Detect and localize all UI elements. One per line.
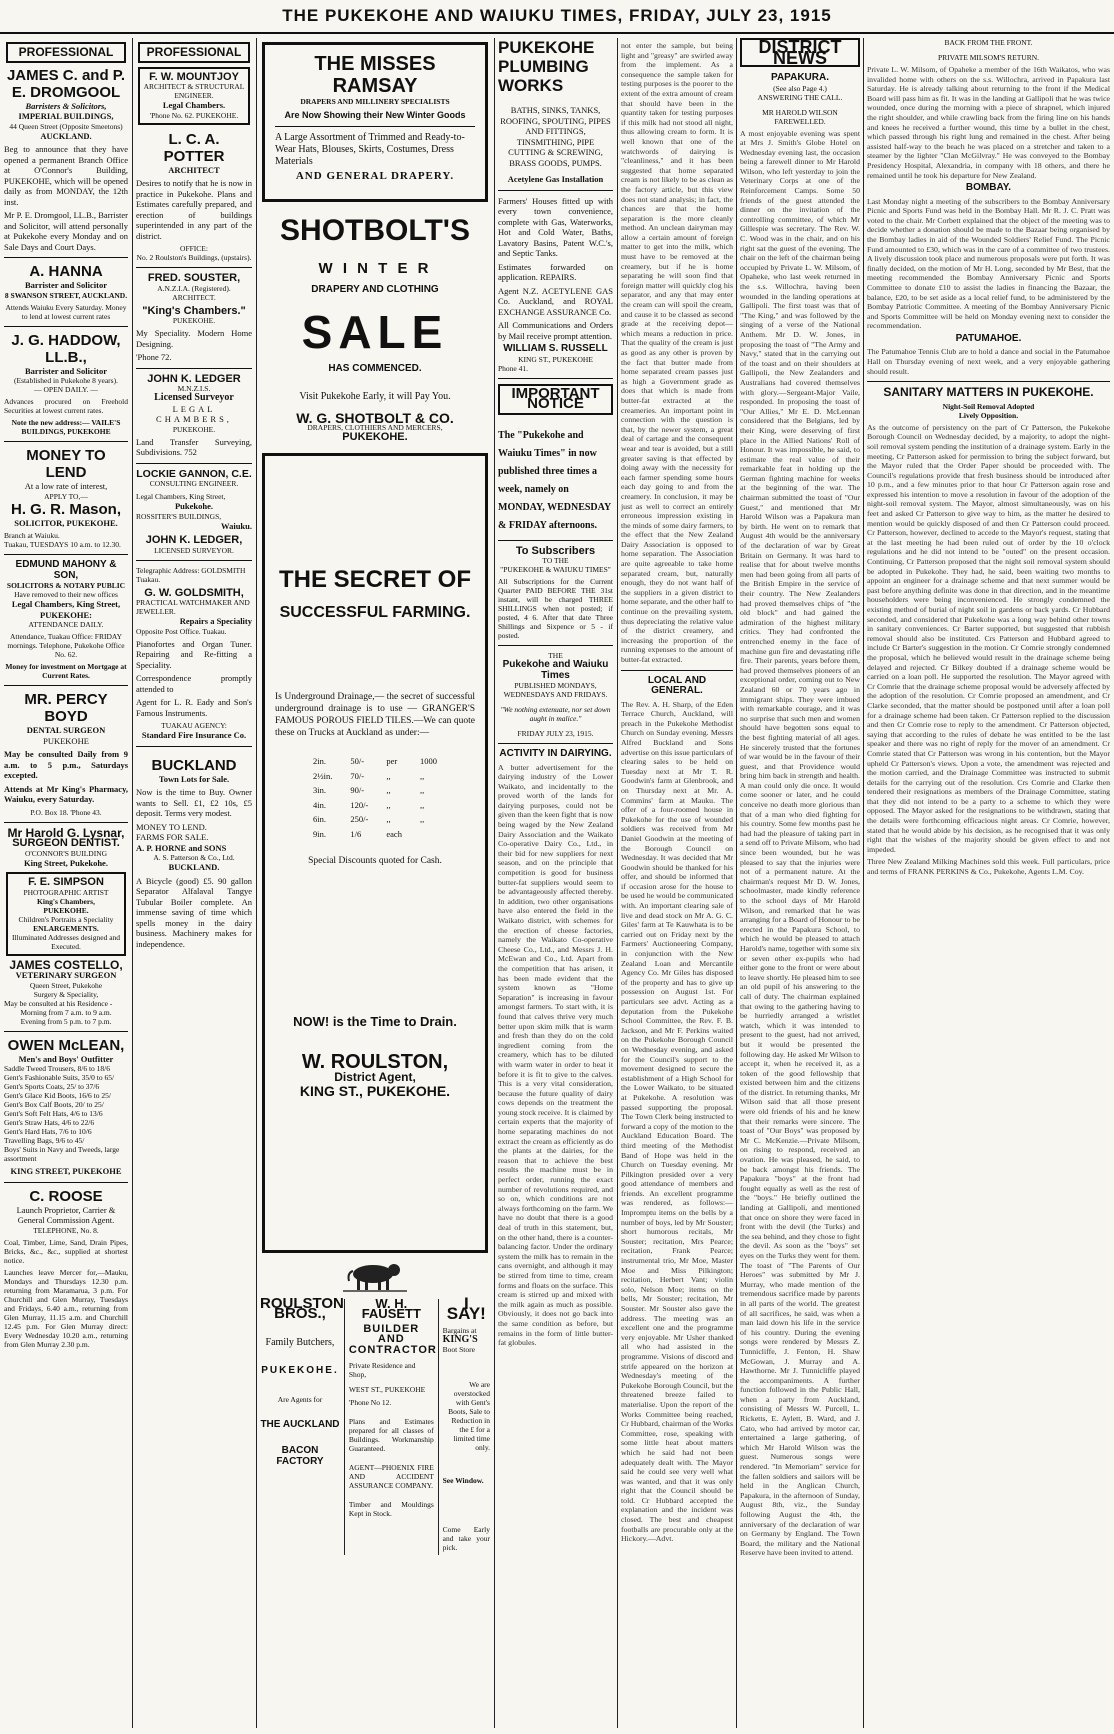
ad-text: Town Lots for Sale. <box>158 773 230 784</box>
ad-title: L. C. A. POTTER <box>163 130 225 165</box>
article-title: DISTRICT NEWS <box>740 38 860 67</box>
ad-text: Tuakau, TUESDAYS 10 a.m. to 12.30. <box>4 540 121 549</box>
article-title: BOMBAY. <box>965 182 1012 194</box>
ad-text: May be consulted Daily from 9 a.m. to 5 p.m., Saturdays excepted. <box>4 749 128 780</box>
ad-text: VETERINARY SURGEON <box>15 970 117 980</box>
ad-text: A.N.Z.I.A. (Registered). <box>157 283 231 293</box>
article-body: The Patumahoe Tennis Club are to hold a dance and social in the Patumahoe Hall on Thursday evening of next week, and a very enjoyable gathering should result. <box>867 347 1110 376</box>
ad-text: King Street, Pukekohe. <box>24 857 108 868</box>
heading-box <box>138 42 250 63</box>
ad-text: PHOTOGRAPHIC ARTIST <box>23 887 109 897</box>
ad-text: 44 Queen Street (Opposite Smeetons) <box>9 121 123 131</box>
ad-text: Estimates forwarded on application. REPAIRS. <box>498 261 613 282</box>
ad-text: Queen Street, Pukekohe <box>29 980 103 990</box>
ad-text: WILLIAM S. RUSSELL <box>503 343 608 354</box>
ad-text: AND GENERAL DRAPERY. <box>295 169 455 182</box>
ad-text: "We nothing extenuate, nor set down aught in malice." <box>500 705 611 723</box>
article-body: The Rev. A. H. Sharp, of the Eden Terrace Church, Auckland, will preach in the Pukekohe Methodist Church on Sunday evening. Messrs Alfred Buckland and Sons advertise on this issue particulars of clearing sales to be held on Tuesday next at Mr T. R. Goodwin's farm at Glenbrook, and on Thursday next at Mr. A. Commins' farm at Mauku. The offer of a four-roomed house in Pukekohe for the use of wounded soldiers was received from Mr Daniel Goodwin at the meeting of the Borough Council on Wednesday. It was decided that Mr Goodwin should be thanked for his offer, and should be informed that if occasion arose for the house to be used he would be communicated with. An important clearing sale of live and dead stock on Mr A. G. C. Giles' farm at Te Kauwhata is to be carried out on Friday next by the Farmers' Auctioneering Company, in conjunction with the New Zealand Loan and Mercantile Agency Co. Mr Giles has disposed of the property and has to give up possession on August 1st. For particulars see advt. Acting as a deputation from the Pukekohe School Committee, the Rev. F. B. Jackson, and Mr F. Perkins waited on the Pukekohe Borough Council on Wednesday evening, and asked for the Council's support to the movement designed to secure the establishment of a High School for the Lower Waikato, to be situated at Pukekohe. A resolution was passed supporting the proposal. The Town Clerk being instructed to forward a copy of the motion to the Auckland Education Board. The third meeting of the Methodist Band of Hope was held in the Church on Tuesday evening. Mr Pilkington presided over a very good attendance of members and friends. An excellent programme was rendered, as follows:— Impromptu items on the bells by a number of boys, led by Mr Souster; short humorous recitals, Mr Souster; recitation, Mrs Pearce; recitation, Frank Pearce; instrumental trio, Mr Moe, Master Moe and Miss Pilkington; recitation, Herbert Vant; violin solo, Nelson Moe; items on the bells, Mr Souster; recitation, Mr Souster. Mr Souster also gave the address. The meeting was an excellent one and the programme very enjoyable. Mr Usher thanked all who had assisted in the programme. Visions of discord and strife appeared on the horizon at Wednesday's meeting of the Pukekohe Borough Council, but the threatened breeze failed to materialise. Upon the report of the Works Committee being reached, Cr Hubbard, chairman of the Works Committee, rose, speaking with some little heat about matters which he said had not been adequately dealt with. The Mayor said he could see very well what was wanted, and that it was only right that the Council should be told. Cr Hubbard accepted the explanation and the incident was closed. The best and cheapest footballs are procurable only at the Hickory.—Advt. <box>621 699 733 1544</box>
list-item: Gent's Sports Coats, 25/ to 37/6 <box>4 1082 100 1091</box>
ad-text: AGENT—PHOENIX FIRE AND ACCIDENT ASSURANCE COMPANY. <box>348 1463 434 1490</box>
ad-text: FARMS FOR SALE. <box>136 832 209 842</box>
builder-ad <box>348 1295 437 1556</box>
article-body: As the outcome of persistency on the part of Cr Patterson, the Pukekohe Borough Council on Wednesday decided, by a majority, to adopt the night-soil removal system pending the institution of a drainage system. Early in the meeting, Cr Patterson asked for permission to bring the subject forward, but the Mayor ruled that the Order Paper should be proceeded with. The Council's regulations provide that fresh business should be introduced after 10 p.m., and a few minutes prior to that hour Cr Patterson again rose and expressed his intention to move a resolution in favour of the adoption of the night-soil removal system. The Mayor, almost simultaneously, was on his feet and asked Cr Patterson to give way to him, as the matter he desired to mention would be quickly disposed of and then Cr Patterson could proceed. Cr Patterson, however, declined to accede to the Mayor's request, stating that at the last meeting he had been ruled out of order by the 10 o'clock regulations and he did not intend to be "outed" on the present occasion. Continuing, Cr Patterson proposed that the night soil removal system should be adopted in Pukekohe. They had, he said, been waiting two months to appoint an engineer for a drainage scheme and that next summer would be past before anything definite was done in that direction, and in the meantime householders were being inconvenienced. He strongly condemned the existing method of burial of night soil in gardens or back yards. Cr Hubbard seconded, and considered that Pukekohe was a long way behind other towns in sanitary conveniences. Cr Barter supported, but suggested that rubbish removal should also be instituted. Crs Patterson and Hubbard agreed to include Cr Barter's suggestion in the motion. Cr Comrie strongly condemned the proposal, which he believed would result in the drainage scheme being delayed and rejected. Cr Bilkey doubted if a drainage scheme would be carried on a loan poll. He supported the resolution. The Mayor agreed with Cr Comrie that the drainage scheme proposal would be adversely affected by the adoption of the resolution. Cr Comrie proposed an amendment, and Cr Clarke seconded, that the matter should be postponed until after a loan poll for a drainage scheme had been taken. Cr Patterson replied to the discussion and then Cr Comrie rose to reply to the amendment. Cr Patterson objected, saying that according to the rules of debate he was entitled to be the last speaker and there was no right of reply for the mover of an amendment. Cr Comrie stated that Cr Patterson was wrong in his contention, but the Mayor upheld Cr Patterson's views. Upon a vote, the amendment was rejected and the motion carried, and the Drainage Committee was instructed to submit details for the carrying out of the resolution. Crs Comrie and Clarke then tendered their resignations as members of the Drainage Committee, stating that they did not intend to be a party to a scheme to which they were opposed. The Mayor asked for the resignations to be withdrawn, stating that the details were forthcoming efficacious night areas. Cr Comrie, however, stated that he would abide by his decision, as he recognised that it was only right that the wishes of the majority should be given effect to and not impeded. <box>867 422 1110 854</box>
ad-text: Are Now Showing their New Winter Goods <box>284 110 466 120</box>
ad-text: PUKEKOHE: <box>40 609 92 620</box>
ad-title: W. G. SHOTBOLT & CO. <box>296 409 454 426</box>
ad-text: PUKEKOHE <box>43 735 89 746</box>
ad-title: FRED. SOUSTER, <box>147 272 241 284</box>
ad-text: ANSWERING THE CALL. <box>757 92 843 102</box>
ad-text: Coal, Timber, Lime, Sand, Drain Pipes, Bricks, &c., &c., supplied at shortest notice. <box>4 1237 128 1265</box>
article-title: ACTIVITY IN DAIRYING. <box>499 748 612 759</box>
ad-text: Legal Chambers, King Street, <box>11 599 121 609</box>
ad-text: My Speciality. Modern Home Designing. <box>136 328 252 349</box>
ad-title: EDMUND MAHONY & SON, <box>15 559 117 581</box>
ad-text: Attends at Mr King's Pharmacy, Waiuku, every Saturday. <box>4 783 128 804</box>
ad-text: Launches leave Mercer for,—Mauku, Mondays and Thursdays 12.30 p.m. returning from Maramarua, 3 p.m. For Churchill and Glen Murray, Tuesdays and Fridays, 6.40 a.m., returning from Glen Murray, 11.15 a.m. and Churchill 12.45 p.m. For Glen Murray direct: Every Wednesday 10.20 a.m., returning from Glen Murray 2.30 p.m. <box>4 1267 128 1349</box>
column-rule <box>736 38 737 1728</box>
ad-title: F. W. MOUNTJOY <box>149 70 239 83</box>
ad-text: DRAPERS AND MILLINERY SPECIALISTS <box>300 97 450 106</box>
ad-box <box>6 872 126 956</box>
article-title: PAPAKURA. <box>771 72 829 83</box>
ad-text: King's Chambers, <box>37 896 95 906</box>
article-body: Last Monday night a meeting of the subscribers to the Bombay Anniversary Picnic and Sports Fund was held in the Bombay Hall. Mr R. J. C. Pratt was voted to the chair. Mr Corbett explained that the object of the meeting was to decide whether a donation should be made to the Bazaar being organised by the Bombay ladies in aid of the Wounded Soldiers' Relief Fund. The Picnic Fund amounted to £30, which was in the care of a committee of two trustees. A lively discussion took place and numerous proposals were put forth. It was finally decided, on the motion of Mr H. Long, seconded by Mr Best, that the meeting recommended the Bombay Anniversary Picnic and Sports Committee to donate £10 to assist the ladies in financing the Bazaar, the balance, £20, to be set aside as a local relief fund, to be administered by the Bombay Patriotic Committee. A meeting of the Bombay Anniversary Picnic and Sports Committee will be held on Monday evening next to consider the recommendation. <box>867 196 1110 331</box>
ad-text: LEGAL CHAMBERS, <box>156 403 232 424</box>
butchers-ad <box>260 1294 344 1556</box>
ad-text: Pukekohe. <box>174 501 214 511</box>
ad-text: ATTENDANCE DAILY. <box>28 620 104 629</box>
ad-text: 'Phone No 12. <box>348 1398 392 1407</box>
ad-text: ARCHITECT & STRUCTURAL ENGINEER. <box>143 82 245 100</box>
ad-text: Come Early and take your pick. <box>442 1525 490 1552</box>
ad-text: DRAPERS, CLOTHIERS AND MERCERS, <box>307 423 443 432</box>
ad-title: SUCCESSFUL FARMING. <box>279 603 471 621</box>
ad-text: At a low rate of interest, <box>24 481 108 491</box>
ad-text: SURGEON DENTIST. <box>12 837 120 849</box>
ad-text: Agent N.Z. ACETYLENE GAS Co. Auckland, and ROYAL EXCHANGE ASSURANCE Co. <box>498 285 613 317</box>
list-item: Gent's Hard Hats, 7/6 to 10/6 <box>4 1127 92 1136</box>
ad-text: IMPERIAL BUILDINGS, <box>18 111 114 121</box>
ad-text: Have removed to their new offices <box>14 590 118 599</box>
ad-text: THE AUCKLAND <box>260 1418 340 1430</box>
article-body: A butter advertisement for the dairying industry of the Lower Waikato, and incidentally to the proved worth of the lands for dairying purposes, could not be given than the keen fight that is now being waged by the New Zealand Dairy Association and the Waikato Co-operative Dairy Co., Ltd., in their bid for new suppliers for next season, and on the principle that competition is good for business butter-fat suppliers would seem to be advantageously affected thereby. In addition, two other organisations have also entered the field in the Waikato district, with schemes for the erection of cheese factories, namely the Waikato Co-operative Cheese Co., Ltd., and Messrs J. H. McEwan and Co., Ltd. Apart from the competition that has arisen, it has been made evident that the system known as "Home Separation" is increasing in favour amongst farmers. To start with, it is found that calves thrive very much better upon skim milk that is warm and fresh than they do on the cold ingredient coming from the creamery, which has to be diluted with warm water in order to heat it before it is fit to give to the calves. This is a very vital consideration, because the future quality of dairy cows depends on the treatment the young stock receive. It is claimed by certain experts that the majority of home separating machines do not extract the cream as efficiently as do the plants at the dairies, for the reason that to achieve the best results the machine must be in perfect order, running the exact number of revolutions required, and so on, which conditions are not always forthcoming on the farm. We have no doubt that there is a good deal of truth in this statement, but, on the other hand, there is a counter-balancing factor. Under the ordinary system the milk has to remain in the cans overnight, and although it may be stirred from time to time, cream forms and floats on the surface. This cream is stirred up and mixed with the milk again as much as possible. Obviously, it does not go back into the same condition as before, but remains in the form of little butter-fat globules. <box>498 762 613 1348</box>
column-rule <box>494 38 495 1728</box>
ad-text: NOW! is the Time to Drain. <box>293 1013 457 1029</box>
ad-text: Legal Chambers, King Street, <box>136 492 226 501</box>
ad-text: A Bicycle (good) £5. 90 gallon Separator Alfalaval Tangye Tubular Boiler complete. An immense saving of time which spells money in the dairy business. Machinery makes for independence. <box>136 875 252 949</box>
ad-text: A. P. HORNE and SONS <box>136 842 227 853</box>
ad-title: LOCKIE GANNON, C.E. <box>136 467 252 480</box>
ad-text: Phone 41. <box>498 363 528 373</box>
column-rule <box>132 38 133 1728</box>
ad-text: Mr P. E. Dromgool, LL.B., Barrister and Solicitor, will attend personally at Pukekohe every Monday and on Sale Days and Court Days. <box>4 210 128 252</box>
ad-text: 'Phone No. 62. PUKEKOHE. <box>149 110 239 120</box>
ad-text: Branch at Waiuku. <box>4 531 60 540</box>
ad-text: TO THE <box>542 556 569 565</box>
ad-text: Pianofortes and Organ Tuner. Repairing and Re-fitting a Speciality. <box>136 638 252 670</box>
ad-title: JAMES C. and P. E. DROMGOOL <box>6 66 126 101</box>
ad-text: Agent for L. R. Eady and Son's Famous Instruments. <box>136 697 252 718</box>
ad-text: AUCKLAND. <box>40 130 92 141</box>
ad-text: Lively Opposition. <box>958 410 1019 420</box>
ad-text: Opposite Post Office. Tuakau. <box>136 626 227 636</box>
column-display-ads <box>260 38 490 1728</box>
ad-title: J. G. HADDOW, LL.B., <box>11 331 121 366</box>
ad-text: (See also Page 4.) <box>773 83 827 93</box>
ad-text: Telegraphic Address: GOLDSMITH Tuakau. <box>136 565 246 584</box>
paper-title: Pukekohe and Waiuku Times <box>502 659 609 681</box>
ad-title: BUCKLAND <box>151 756 237 774</box>
ad-text: PRIVATE MILSOM'S RETURN. <box>937 53 1040 62</box>
column-rule <box>256 38 257 1728</box>
ad-text: District Agent, <box>334 1069 416 1084</box>
ad-text: Night-Soil Removal Adopted <box>942 401 1035 411</box>
ad-text: SOLICITOR, PUKEKOHE. <box>14 517 118 528</box>
ad-text: Repairs a Speciality <box>179 616 252 626</box>
ad-text: W I N T E R <box>318 260 432 277</box>
ad-text: PUKEKOHE. <box>172 316 216 325</box>
ad-text: BUILDER AND <box>363 1322 420 1345</box>
column-heading: PROFESSIONAL <box>18 45 114 59</box>
ad-text: PUKEKOHE. <box>172 424 216 434</box>
ad-box <box>138 67 250 125</box>
ad-text: Land Transfer Surveying, Subdivisions. 752 <box>136 436 252 457</box>
ad-title: To Subscribers <box>515 544 596 557</box>
ad-text: A Large Assortment of Trimmed and Ready-to-Wear Hats, Blouses, Skirts, Costumes, Dress Materials <box>275 131 465 167</box>
article-title: LOCAL AND GENERAL. <box>647 674 707 697</box>
ad-text: Family Butchers, <box>265 1336 335 1348</box>
ad-text: O'CONNOR'S BUILDING <box>24 848 108 858</box>
column-7 <box>867 38 1110 1728</box>
ad-text: Launch Proprietor, Carrier & General Commission Agent. <box>16 1204 116 1225</box>
ad-text: We are overstocked with Gent's Boots, Sale to Reduction in the £ for a limited time only. <box>448 1380 490 1452</box>
ad-title: SALE <box>301 305 449 358</box>
ad-text: Correspondence promptly attended to <box>136 673 252 694</box>
list-item: Travelling Bags, 9/6 to 45/ <box>4 1136 85 1145</box>
column-6 <box>740 38 860 1728</box>
ad-text: "King's Chambers." <box>142 304 246 317</box>
ad-text: Desires to notify that he is now in practice in Pukekohe. Plans and Estimates carefully prepared, and erection of buildings superintended in any part of the district. <box>136 178 252 241</box>
ad-title: Mr Harold G. Lysnar, <box>7 825 125 840</box>
ad-text: KING ST., PUKEKOHE. <box>299 1083 451 1099</box>
ad-text: Now is the time to Buy. Owner wants to Sell. £1, £2 10s, £5 deposit. Terms very modest. <box>136 787 252 818</box>
ad-text: ROSSITER'S BUILDINGS, <box>136 511 222 521</box>
ad-title: MR. PERCY BOYD <box>24 691 108 725</box>
article-body: Private L. W. Milsom, of Opaheke a member of the 16th Waikatos, who was invalided home with others on the s.s. Willochra, arrived in Papakura last Saturday. He is already talking about returning to the front if the Medical Board will pass him as fit. It was in the landing at Gallipoli that he was twice wounded, once during the morning with a piece of shrapnel, which injured the right shoulder, and while crawling back from the firing line on his hands and knees he received a further wound, this time by a bullet in the chest, which passed through his right lung and remained in the chest. After being assisted half-way to the beach he was placed on a stretcher and taken to a steamer by the lighter "Clan McGilvray." He was conveyed to the Bombay Presidency Hospital, Alexandria, in company with 18 others, and there he remained until he took his departure for New Zealand. <box>867 65 1110 180</box>
list-item: Gent's Glace Kid Boots, 16/6 to 25/ <box>4 1091 111 1100</box>
column-rule <box>617 38 618 1728</box>
ad-text: Legal Chambers. <box>162 100 226 110</box>
table-row: 2in. 50/- per 1000 <box>313 756 437 766</box>
ad-text: See Window. <box>442 1476 484 1485</box>
ad-title: THE MISSES RAMSAY <box>314 53 436 97</box>
tile-price-table <box>303 753 447 842</box>
ad-text: WEST ST., PUKEKOHE <box>348 1385 426 1394</box>
ad-title: OWEN McLEAN, <box>7 1036 125 1054</box>
column-4 <box>498 38 613 1728</box>
ad-text: Money for investment on Mortgage at Current Rates. <box>5 662 127 680</box>
ad-title: A. HANNA <box>29 263 103 280</box>
ad-text: Attendance, Tuakau Office: FRIDAY mornings. Telephone, Pukekohe Office No. 62. <box>7 632 125 659</box>
ad-text: Waiuku. <box>221 520 252 531</box>
table-row: 4in. 120/- ,, ,, <box>313 799 425 810</box>
list-item: Gent's Straw Hats, 4/6 to 22/6 <box>4 1118 95 1127</box>
list-item: Saddle Tweed Trousers, 8/6 to 18/6 <box>4 1064 111 1073</box>
ad-text: Children's Portraits a Speciality <box>18 914 114 924</box>
ad-text: HAS COMMENCED. <box>328 362 422 374</box>
ad-text: Private Residence and Shop, <box>348 1361 416 1379</box>
ad-title: THE SECRET OF <box>278 565 471 593</box>
ad-text: Special Discounts quoted for Cash. <box>308 856 442 866</box>
ad-text: Barristers & Solicitors, <box>25 100 107 111</box>
bull-icon <box>343 1259 407 1293</box>
list-item: Gent's Soft Felt Hats, 4/6 to 13/6 <box>4 1109 103 1118</box>
ad-text: Note the new address:— VAILE'S BUILDINGS, PUKEKOHE <box>11 418 121 436</box>
column-5 <box>621 38 733 1728</box>
ad-title: G. W. GOLDSMITH, <box>144 586 244 599</box>
list-item: Gent's Box Calf Boots, 20/ to 25/ <box>4 1100 104 1109</box>
notice-title: IMPORTANT NOTICE <box>498 384 613 415</box>
ad-text: All Communications and Orders by Mail receive prompt attention. <box>498 320 613 341</box>
bull-illustration <box>260 1259 490 1293</box>
ad-text: Evening from 5 p.m. to 7 p.m. <box>20 1016 112 1026</box>
ad-text: TELEPHONE, No. 8. <box>33 1225 99 1235</box>
ad-text: SOLICITORS & NOTARY PUBLIC <box>6 581 126 590</box>
ad-text: May be consulted at his Residence - <box>4 998 113 1008</box>
ad-text: Is Underground Drainage,— the secret of successful underground drainage is to use — GRANGER'S FAMOUS POROUS FIELD TILES.—We can quote these on Trucks at Auckland as under:— <box>275 692 475 738</box>
ad-text: BUCKLAND. <box>168 862 220 872</box>
ad-text: Illuminated Addresses designed and Executed. <box>11 932 121 951</box>
ad-text: BACON FACTORY <box>276 1445 324 1467</box>
ad-title: C. ROOSE <box>29 1187 103 1205</box>
ad-text: KING ST., PUKEKOHE <box>518 354 593 364</box>
ad-text: (Established in Pukekohe 8 years). <box>14 376 118 385</box>
ad-text: Men's and Boys' Outfitter <box>18 1053 114 1064</box>
ad-text: PUKEKOHE. <box>342 431 408 443</box>
ramsay-ad <box>262 42 488 202</box>
ad-text: Barrister and Solicitor <box>25 280 107 290</box>
ad-text: Advances procured on Freehold Securities at lowest current rates. <box>4 397 128 415</box>
ad-text: Timber and Mouldings Kept in Stock. <box>348 1500 434 1518</box>
ad-text: CONSULTING ENGINEER. <box>149 479 239 488</box>
table-row: 3in. 90/- ,, ,, <box>313 785 425 795</box>
heading-box <box>6 42 126 63</box>
ad-text: Plans and Estimates prepared for all classes of Buildings. Workmanship Guaranteed. <box>348 1417 434 1453</box>
ad-title: JOHN K. LEDGER, <box>145 534 243 546</box>
drainage-ad <box>262 453 488 1253</box>
ad-text: Farmers' Houses fitted up with every town convenience, complete with Gas, Waterworks, Hot and Cold Water, Baths, Lavatory Basins, Patent W.C.'s, and Septic Tanks. <box>498 195 613 258</box>
table-row: 9in. 1/6 each <box>313 828 402 839</box>
ad-text: PUBLISHED MONDAYS, WEDNESDAYS AND FRIDAYS. <box>503 681 608 699</box>
list-item: Boys' Suits in Navy and Tweeds, large assortment <box>4 1145 120 1163</box>
boot-store-ad <box>442 1293 490 1556</box>
ad-text: P.O. Box 18. 'Phone 43. <box>30 807 102 817</box>
ad-text: BATHS, SINKS, TANKS, ROOFING, SPOUTING, PIPES AND FITTINGS, TINSMITHING, PIPE CUTTING & SCREWING, BRASS GOODS, PUMPS. <box>500 105 611 168</box>
ad-text: M.N.Z.I.S. <box>177 384 211 393</box>
ad-text: DENTAL SURGEON <box>26 725 106 735</box>
ad-text: Surgery & Speciality, <box>33 989 99 999</box>
ad-text: PUKEKOHE. <box>261 1365 339 1376</box>
ad-text: No. 2 Roulston's Buildings, (upstairs). <box>136 253 252 262</box>
ad-text: Boot Store <box>442 1345 475 1354</box>
ad-text: A. S. Patterson & Co., Ltd. <box>153 853 235 862</box>
ad-text: APPLY TO,— <box>44 491 88 501</box>
price-list <box>4 1064 128 1163</box>
ad-text: ARCHITECT <box>168 164 220 175</box>
column-professional-1 <box>4 38 128 1728</box>
ad-text: KING STREET, PUKEKOHE <box>10 1166 122 1176</box>
ad-text: CONTRACTOR <box>348 1343 437 1356</box>
ad-text: Acetylene Gas Installation <box>507 174 604 184</box>
ad-text: ENLARGEMENTS. <box>33 923 99 933</box>
notice-text: The "Pukekohe and Waiuku Times" in now published three times a week, namely on MONDAY, WEDNESDAY & FRIDAY afternoons. <box>498 429 611 531</box>
ad-text: LICENSED SURVEYOR. <box>154 545 234 555</box>
article-body: not enter the sample, but being light and "greasy" are swirled away from the implement. As a consequence the sample taken for testing purposes is the poorer to the extent of the extra amount of cream that should have been in the quantity taken for testing purposes if this milk had not stood all night, thus allowing cream to form. It is well known that one of the watchwords of dairying is "cleanliness," and it has been suggested that home separated cream is not likely to be as clean as the factory article, but this view does not stand analysis; in fact, the chances are that the home separation is the more cleanly method. An unclean dairyman may allow a certain amount of foreign matter to get into the milk, which must have to be removed at the creamery, but if he is home separating he will soon find that foreign matter will quickly clog his separator, and any that may enter the cream can will spoil the cream, and cause it to be classed as second grade at the receiving depot—which means a reduction in price. That the quality of the cream is just as good as any other is proven by the fact that butter made from home separated cream passes just as high a Government grade as does that which is made from butter-fat extracted at the creameries. An important point in connection with the question is that, by the newer system, a great deal of cartage and the consequent wear and tear is avoided, but a still greater saving is that effected by doing away with the necessity for each farmer spending some hours each day going to and from the creamery. In conclusion, it may be just as well to correct an entirely erroneous impression existing in the minds of some dairy farmers, to the effect that the New Zealand Dairy Association is opposed to home separation. The Association are quite agreeable to take home separated cream, but, naturally enough, they do not want half of the suppliers in a given district to home separate, and the other half to continue on the prevailing system, thus depreciating the relative value of the district creamery, and increasing the proportion of the running expenses to the amount of butter-fat extracted. <box>621 41 733 664</box>
list-item: Gent's Fashionable Suits, 35/0 to 65/ <box>4 1073 115 1082</box>
article-body: A most enjoyable evening was spent at Mrs J. Smith's Globe Hotel on Wednesday evening last, the occasion being a farewell dinner to Mr Harold Wilson, who left yesterday to join the Veterinary Corps at one of the Reinforcement Camps. Some 50 friends of the guest attended the dinner on the invitation of the controlling committee, of which Mr Gillespie was secretary. The Rev. W. C. Wood was in the chair, and on his right sat the guest of the evening. The chair on the left of the chairman being occupied by Private L. W. Milsom, of Opaheke, who last week returned in the s.s. Willochra, having been wounded in the landing operations at Gallipoli. The first toast was that of "The King," and was followed by the singing of a verse of the National Anthem. Mr D. W. Jones, in proposing the toast of "The Army and Navy," stated that in the carrying out of the toast and on their shoulders at Gallipoli, the New Zealanders and Australians had covered themselves with glory.—Sergeant-Major Vaile, responded. In proposing the toast of "Our Allies," Mr E. D. McLennan considered that the Belgians, led by their King, were deserving of first place in the Allied Nations' Roll of Honour. It was impossible, he said, to estimate the real value of their remarkable feat in holding up the German fighting machine for weeks at the beginning of the war. The chairman submitted the toast of "Our Guest," and mentioned that Mr Harold Wilson was a Papakura man by birth. He went on to remark that August 4th would be the anniversary of the declaration of war by Great Britain on Germany. It was hard to realise that for about twelve months men had been going from all parts of the British Empire in the service of their country. The New Zealanders had proved themselves chips of "the old block" and had gained the admiration of the highest military critics. They had confronted the entrenched enemy in the face of machine gun fire and devastating rifle fire. Their parents, years before them, had proved themselves pioneers of an exceptional order, coming out to New Zealand 60 or 70 years ago in immigrant ships. They were imbued with remarkable courage, and it was no surprise that such men and women should have begotten sons equal to the best fighting material of all ages. He sincerely trusted that the fortunes of war would be in the favour of their guest, and that Providence would bring him back in strength and health. A man could only die once. It would come sooner or later, and he could conceive no death more glorious than that of a man who died fighting for his country. Some few months past he had had the pleasure of taking part in a send off to Private Milsom, who had since been wounded, but he was pleased to say that the injuries were not of a permanent nature. At the chairman's request Mr D. W. Jones, schoolmaster, made kindly reference to the school days of Mr Harold Wilson, and remarked that he was arranging for a Board of Honour to be erected in the Papakura School, to which he would be pleased to attach Harold's name, together with some six or seven other ex-pupils who had either gone to the front or were about to leave shortly. He pleased him to see an old pupil of his answering to the call of duty. The chairman explained that owing to the gathering having to be hurriedly arranged a wristlet watch, which it was intended to present to the guest, had not arrived, but it would be presented the following day. He asked Mr Wilson to accept it, when he received it, as a token of the good fellowship that existed between him and the citizens of the district. In returning thanks, Mr Wilson said that all those present were old friends of his and he knew that their remarks were sincere. The toast of "Our Boys" was proposed by Mr C. McKenzie.—Private Milsom, on rising to respond, received an ovation. He was pleased, he said, to be back amongst his friends. The Papakura "boys" at the front had fought equally as well as the rest of the "boys." He briefly outlined the landing at Gallipoli, and mentioned that once on shore they were faced in front with the devil (the Turks) and the sea behind, and they chose to fight the devil. As soon as the "boys" set eyes on the Turks they went for them. The toast of "The Parents of Our Heroes" was submitted by Mr J. Murray, who made mention of the tremendous sacrifice made by parents in all parts of the world. The greatest of all sacrifices, he said, was when a man laid down his life in the service of his country. During the evening songs were rendered by Messrs Z. Tunnicliffe, J. Fenton, H. Shaw McGowan, J. Murray and A. Hawthorne. Mr J. Tunnicliffe played the accompaniments. A further function followed in the Public Hall, when a party from Auckland, consisting of Messrs W. Purcell, L. Ricketts, E. Aylett, B. Ward, and J. Cato, who had arrived by motor car, entertained a large gathering, of which Mr Harold Wilson was the guest. Numerous songs were rendered. "In Memoriam" service for the fallen soldiers and sailors will be held in the Anglican Church, Papakura, in the afternoon of Sunday, August 8th, viz., the Sunday following August the 4th, the anniversary of the declaration of war on Germany by England. The Town Board, the military and the National Reserve have been invited to attend. <box>740 128 860 1558</box>
ad-text: ARCHITECT. <box>172 292 216 302</box>
column-rule <box>863 38 864 1728</box>
ad-title: W. H. FAUSETT <box>361 1295 421 1321</box>
column-heading: PROFESSIONAL <box>146 45 242 59</box>
ad-text: PRACTICAL WATCHMAKER AND JEWELLER. <box>136 598 250 616</box>
ad-text: 8 SWANSON STREET, AUCKLAND. <box>4 290 128 300</box>
ad-text: Morning from 7 a.m. to 9 a.m. <box>20 1007 112 1017</box>
ad-text: Bargains at <box>442 1325 477 1335</box>
ad-text: H. G. R. Mason, <box>10 500 121 518</box>
ad-text: 'Phone 72. <box>136 352 172 362</box>
ad-text: Attends Waiuku Every Saturday. Money to lend at lowest current rates <box>5 302 127 321</box>
ad-text: Licensed Surveyor <box>154 392 234 403</box>
ad-title: MONEY TO LEND <box>26 447 106 481</box>
ad-title: W. ROULSTON, <box>301 1051 449 1073</box>
ad-text: THE <box>548 651 563 660</box>
ad-title: JOHN K. LEDGER <box>147 372 241 385</box>
ad-title: F. E. SIMPSON <box>28 876 104 888</box>
ad-text: All Subscriptions for the Current Quarter PAID BEFORE THE 31st instant, will be charged THREE SHILLINGS when not posted; if posted, 4 6. After that date Three Shillings and Sixpence or 5 - if posted. <box>498 577 613 640</box>
article-title: SANITARY MATTERS IN PUKEKOHE. <box>883 385 1094 400</box>
ad-title: JAMES COSTELLO, <box>9 957 123 972</box>
table-row: 2½in. 70/- ,, ,, <box>313 770 425 781</box>
ad-text: TUAKAU AGENCY: <box>161 721 227 730</box>
ad-text: OFFICE: <box>180 244 208 253</box>
ad-text: Are Agents for <box>277 1394 323 1404</box>
ad-text: PUKEKOHE. <box>43 905 89 915</box>
column-professional-2 <box>136 38 252 1728</box>
ad-text: Beg to announce that they have opened a permanent Branch Office at O'Connor's Building, PUKEKOHE, which will be opened daily as from MONDAY, the 12th inst. <box>4 144 128 207</box>
ad-title: PUKEKOHE PLUMBING WORKS <box>498 38 595 95</box>
bottom-ads <box>260 1293 490 1556</box>
table-row: 6in. 250/- ,, ,, <box>313 814 425 824</box>
article-title: BACK FROM THE FRONT. <box>944 38 1033 47</box>
article-body: Three New Zealand Milking Machines sold this week. Full particulars, price and terms of FRANK PERKINS & Co., Pukekohe, Agents L.M. Coy. <box>867 857 1110 877</box>
ad-text: Visit Pukekohe Early, it will Pay You. <box>299 391 451 402</box>
ad-text: "PUKEKOHE & WAIUKU TIMES" <box>500 565 611 574</box>
ad-text: Barrister and Solicitor <box>25 365 107 376</box>
masthead: THE PUKEKOHE AND WAIUKU TIMES, FRIDAY, JULY 23, 1915 <box>0 0 1114 34</box>
ad-title: I SAY! <box>446 1293 486 1323</box>
ad-title: SHOTBOLT'S <box>280 214 470 247</box>
ad-text: DRAPERY AND CLOTHING <box>311 284 439 295</box>
ad-text: Standard Fire Insurance Co. <box>141 730 247 740</box>
article-title: PATUMAHOE. <box>955 332 1022 344</box>
ad-text: MONEY TO LEND. <box>136 821 207 832</box>
ad-text: MR HAROLD WILSON FAREWELLED. <box>762 107 838 126</box>
ad-text: FRIDAY JULY 23, 1915. <box>517 729 594 738</box>
ad-text: — OPEN DAILY. — <box>34 385 98 394</box>
ad-text: KING'S <box>442 1333 478 1345</box>
ad-title: ROULSTON BROS., <box>260 1294 344 1322</box>
